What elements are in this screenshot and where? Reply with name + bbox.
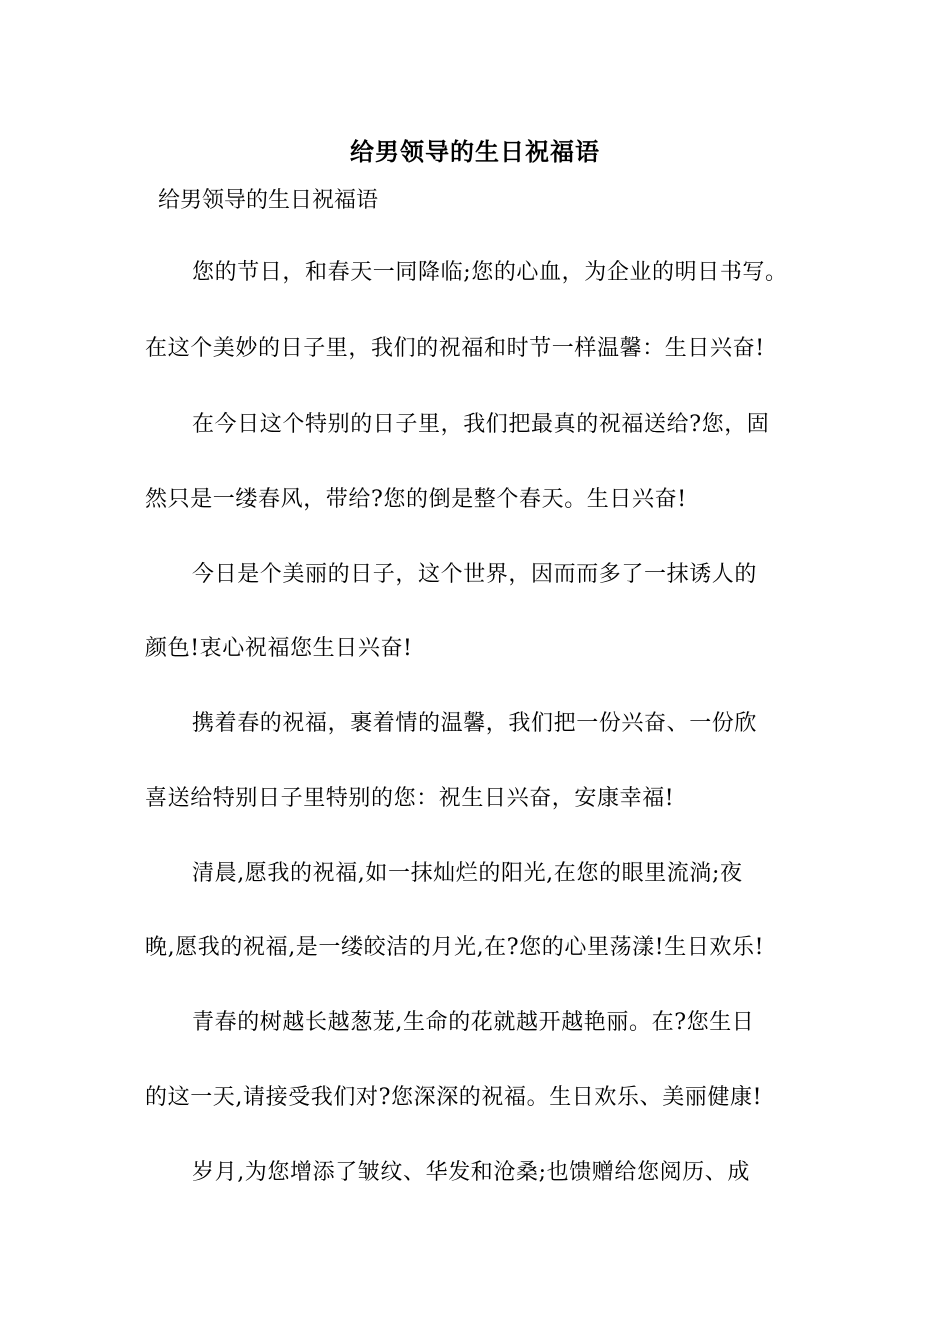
paragraph-line: 喜送给特别日子里特别的您：祝生日兴奋，安康幸福!	[145, 786, 675, 811]
paragraph-line: 然只是一缕春风，带给?您的倒是整个春天。生日兴奋!	[145, 487, 687, 512]
paragraph-line: 颜色!衷心祝福您生日兴奋!	[145, 636, 413, 661]
paragraph-line: 的这一天,请接受我们对?您深深的祝福。生日欢乐、美丽健康!	[145, 1085, 763, 1110]
paragraph-line: 岁月,为您增添了皱纹、华发和沧桑;也馈赠给您阅历、成	[192, 1160, 751, 1185]
paragraph-line: 您的节日，和春天一同降临;您的心血，为企业的明日书写。	[192, 260, 788, 285]
paragraph-line: 晚,愿我的祝福,是一缕皎洁的月光,在?您的心里荡漾!生日欢乐!	[145, 935, 765, 960]
paragraph-line: 清晨,愿我的祝福,如一抹灿烂的阳光,在您的眼里流淌;夜	[192, 861, 743, 886]
paragraph-line: 携着春的祝福，裹着情的温馨，我们把一份兴奋、一份欣	[192, 711, 758, 736]
paragraph-line: 在这个美妙的日子里，我们的祝福和时节一样温馨：生日兴奋!	[145, 336, 765, 361]
paragraph-line: 青春的树越长越葱茏,生命的花就越开越艳丽。在?您生日	[192, 1010, 755, 1035]
document-subtitle: 给男领导的生日祝福语	[158, 188, 379, 213]
paragraph-line: 今日是个美丽的日子，这个世界，因而而多了一抹诱人的	[192, 562, 758, 587]
document-title: 给男领导的生日祝福语	[350, 138, 600, 166]
paragraph-line: 在今日这个特别的日子里，我们把最真的祝福送给?您，固	[192, 412, 770, 437]
